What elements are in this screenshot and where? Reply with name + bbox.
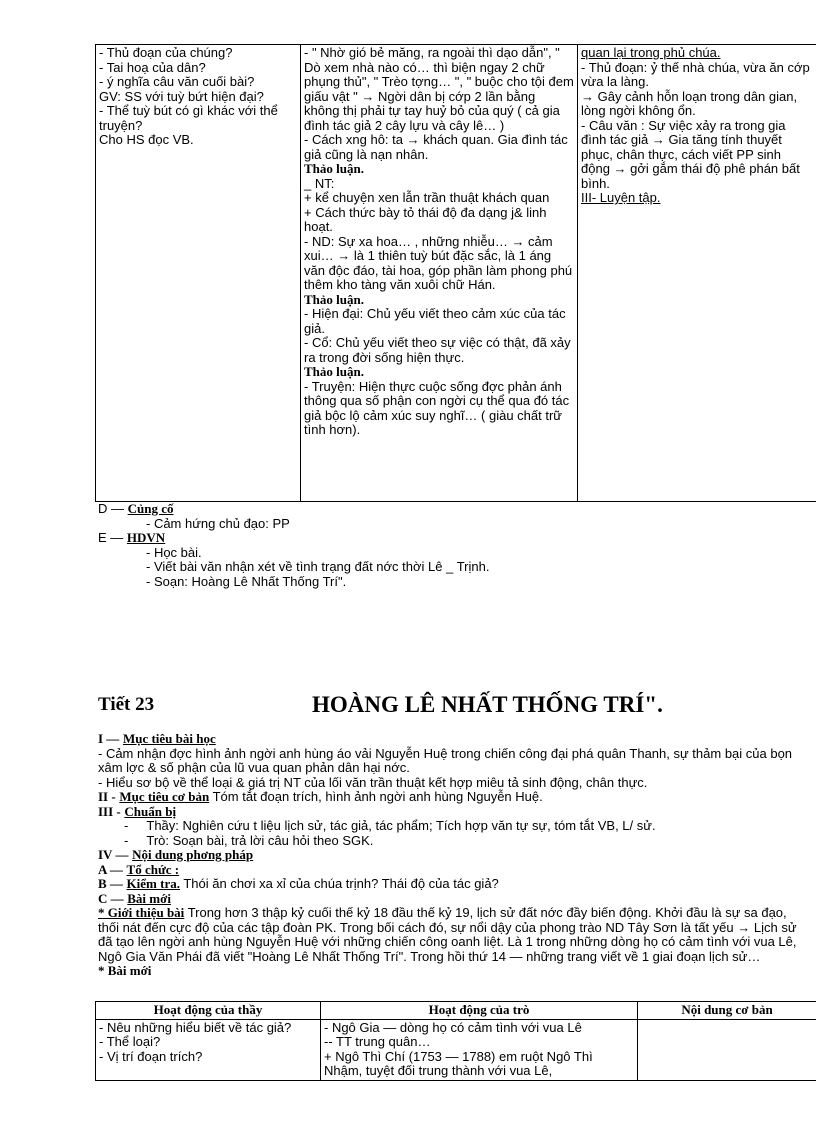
objective-1: - Cảm nhận đợc hình ảnh ngời anh hùng áo vải Nguyễn Huệ trong chiến công đại phá quân Thanh, sự thảm bại của bọn xâm lợc & số phận của lũ vua quan phản dân hại nớc. [98, 745, 793, 775]
bottom-student-p2: -- TT trung quân… [324, 1034, 431, 1049]
teacher-q4: GV: SS với tuỳ bứt hiện đại? [99, 88, 264, 104]
bottom-col-content [638, 1019, 816, 1080]
bottom-activity-table [95, 1001, 816, 1081]
student-p2: - Cách xng hô: ta → khách quan. Gia đình tác giả cũng là nạn nhân. [304, 132, 568, 162]
teacher-q2: - Tai hoạ của dân? [99, 59, 206, 75]
section-3-heading: Chuẩn bị [124, 803, 177, 819]
section-d: D — Củng cố [98, 501, 174, 516]
student-p9: - Truyện: Hiện thực cuộc sống đợc phản ánh thông qua số phận con ngời cụ thể qua đó tác giả bộc lộ cảm xúc suy nghĩ… ( giàu chất trữ tình hơn). [304, 378, 570, 437]
practice-heading: III- Luyện tập. [581, 190, 661, 205]
teacher-q5: - Thể tuỳ bút có gì khác với thể truyện? [99, 103, 278, 133]
student-p3: _ NT: [304, 175, 335, 191]
intro-text: Trong hơn 3 thập kỷ cuối thế kỷ 18 đầu thế kỷ 19, lịch sử đất nớc đầy biến động. Khởi đầu là sự sa đạo, thối nát đến cực độ của các tập đoàn PK. Trong bối cách đó, sự nổi dậy của phong trào ND Tây Sơn là tất yếu → Lịch sử đã tạo lên ngời anh hùng Nguyễn Huệ với những chiến công oanh liệt. Là 1 trong những dòng họ có cảm tình với vua Lê, Ngô Gia Văn Phái đã viết "Hoàng Lê Nhất Thống Trí". Trong hồi thứ 14 — những trang viết về 1 giai đoạn lịch sử… [98, 905, 797, 964]
teacher-q1: - Thủ đoạn của chúng? [99, 45, 233, 60]
section-2-heading: Mục tiêu cơ bản [119, 789, 210, 804]
prep-item-2: - Trò: Soạn bài, trả lời câu hỏi theo SGK. [124, 832, 374, 848]
top-col-teacher [96, 45, 301, 502]
top-col-student [301, 45, 578, 502]
section-4: IV — Nội dung phơng pháp [98, 847, 254, 862]
section-1-heading: Mục tiêu bài học [122, 731, 216, 746]
content-p3: → Gây cảnh hỗn loạn trong dân gian, lòng ngời không ổn. [581, 88, 798, 118]
lesson-body [98, 732, 810, 979]
new-lesson-label: * Bài mới [98, 963, 152, 978]
period-label: Tiết 23 [98, 694, 155, 715]
objective-2: - Hiểu sơ bộ về thể loại & giá trị NT của lối văn trần thuật kết hợp miêu tả sinh động, chân thực. [98, 774, 648, 790]
section-a-heading: Tổ chức : [126, 861, 180, 877]
discussion-label-2: Thảo luận. [304, 291, 364, 307]
student-p1: - " Nhờ gió bẻ măng, ra ngoài thì dạo dẫn", " Dò xem nhà nào có… thì biện ngay 2 chữ phụng thủ", " Trèo tợng… ", " buộc cho tội đem giấu vật " → Ngời dân bị cớp 2 lần bằng không thị phải tự tay huỷ bỏ của quý ( cả gia đình tác giả 2 cây lựu và cây lê… ) [304, 45, 574, 133]
student-p8: - Cổ: Chủ yếu viết theo sự việc có thật, đã xảy ra trong đời sống hiện thực. [304, 335, 571, 365]
section-e-item-1: - Học bài. [146, 544, 202, 560]
header-content: Nội dung cơ bản [638, 1002, 816, 1020]
section-4-heading: Nội dung phơng pháp [132, 847, 254, 862]
student-p5: + Cách thức bày tỏ thái độ đa dạng j& linh hoạt. [304, 204, 547, 234]
content-p1: quan lại trong phủ chúa. [581, 45, 721, 60]
section-e-heading: HDVN [126, 530, 166, 545]
section-b-text: Thói ăn chơi xa xỉ của chúa trịnh? Thái độ của tác giả? [183, 876, 499, 891]
intro-heading: * Giới thiệu bài [98, 905, 185, 920]
page-title: HOÀNG LÊ NHẤT THỐNG TRÍ". [312, 692, 663, 717]
discussion-label-1: Thảo luận. [304, 161, 364, 176]
intro-paragraph [98, 906, 810, 964]
section-d-item: - Cảm hứng chủ đạo: PP [146, 515, 290, 531]
section-c: C — Bài mới [98, 890, 171, 906]
bottom-teacher-q2: - Thể loại? [99, 1034, 161, 1049]
teacher-q6: Cho HS đọc VB. [99, 132, 194, 147]
section-e: E — HDVN [98, 530, 166, 545]
section-b: B — Kiểm tra. Thói ăn chơi xa xỉ của chúa trịnh? Thái độ của tác giả? [98, 876, 499, 891]
student-p7: - Hiện đại: Chủ yếu viết theo cảm xúc của tác giả. [304, 306, 566, 336]
bottom-student-p1: - Ngô Gia — dòng họ có cảm tình với vua Lê [324, 1019, 582, 1035]
section-e-item-3: - Soạn: Hoàng Lê Nhất Thống Trí". [146, 573, 347, 589]
bottom-student-p3: + Ngô Thì Chí (1753 — 1788) em ruột Ngô Thì Nhậm, tuyệt đối trung thành với vua Lê, [324, 1048, 593, 1078]
student-p6: - ND: Sự xa hoa… , những nhiễu… → cảm xui… → là 1 thiên tuỳ bút đặc sắc, là 1 áng văn độc đáo, tài hoa, góp phần làm phong phú thêm kho tàng văn xuôi chữ Hán. [304, 233, 573, 292]
bottom-col-student [321, 1019, 638, 1080]
prep-item-1: - Thầy: Nghiên cứu t liệu lịch sử, tác giả, tác phẩm; Tích hợp văn tự sự, tóm tắt VB, L/ sử. [124, 818, 656, 833]
content-p4: - Câu văn : Sự việc xảy ra trong gia đình tác giả → Gia tăng tính thuyết phục, chân thực, cách viết PP sinh động → gởi gắm thái độ phê phán bất bình. [581, 117, 800, 191]
bottom-teacher-q3: - Vị trí đoạn trích? [99, 1048, 203, 1064]
discussion-label-3: Thảo luận. [304, 364, 364, 379]
top-col-content [578, 45, 816, 502]
section-b-heading: Kiểm tra. [126, 876, 180, 891]
section-c-heading: Bài mới [127, 890, 171, 906]
section-3: III - Chuẩn bị [98, 803, 177, 819]
top-lesson-table [95, 44, 816, 502]
section-2: II - Mục tiêu cơ bản Tóm tắt đoạn trích, hình ảnh ngời anh hùng Nguyễn Huệ. [98, 789, 543, 804]
header-student: Hoạt động của trò [321, 1002, 638, 1020]
consolidation-block [98, 502, 798, 589]
header-teacher: Hoạt động của thầy [96, 1002, 321, 1020]
section-a: A — Tổ chức : [98, 861, 180, 877]
section-d-heading: Củng cố [127, 501, 174, 516]
bottom-col-teacher [96, 1019, 321, 1080]
content-p2: - Thủ đoạn: ỷ thế nhà chúa, vừa ăn cớp vừa la làng. [581, 59, 810, 89]
section-2-text: Tóm tắt đoạn trích, hình ảnh ngời anh hùng Nguyễn Huệ. [212, 789, 543, 804]
teacher-q3: - ý nghĩa câu văn cuối bài? [99, 74, 255, 89]
bottom-teacher-q1: - Nêu những hiểu biết về tác giả? [99, 1019, 292, 1035]
section-e-item-2: - Viết bài văn nhận xét về tình trạng đất nớc thời Lê _ Trịnh. [146, 559, 490, 574]
section-1: I — Mục tiêu bài học [98, 731, 216, 746]
student-p4: + kể chuyện xen lẫn trần thuật khách quan [304, 190, 550, 205]
